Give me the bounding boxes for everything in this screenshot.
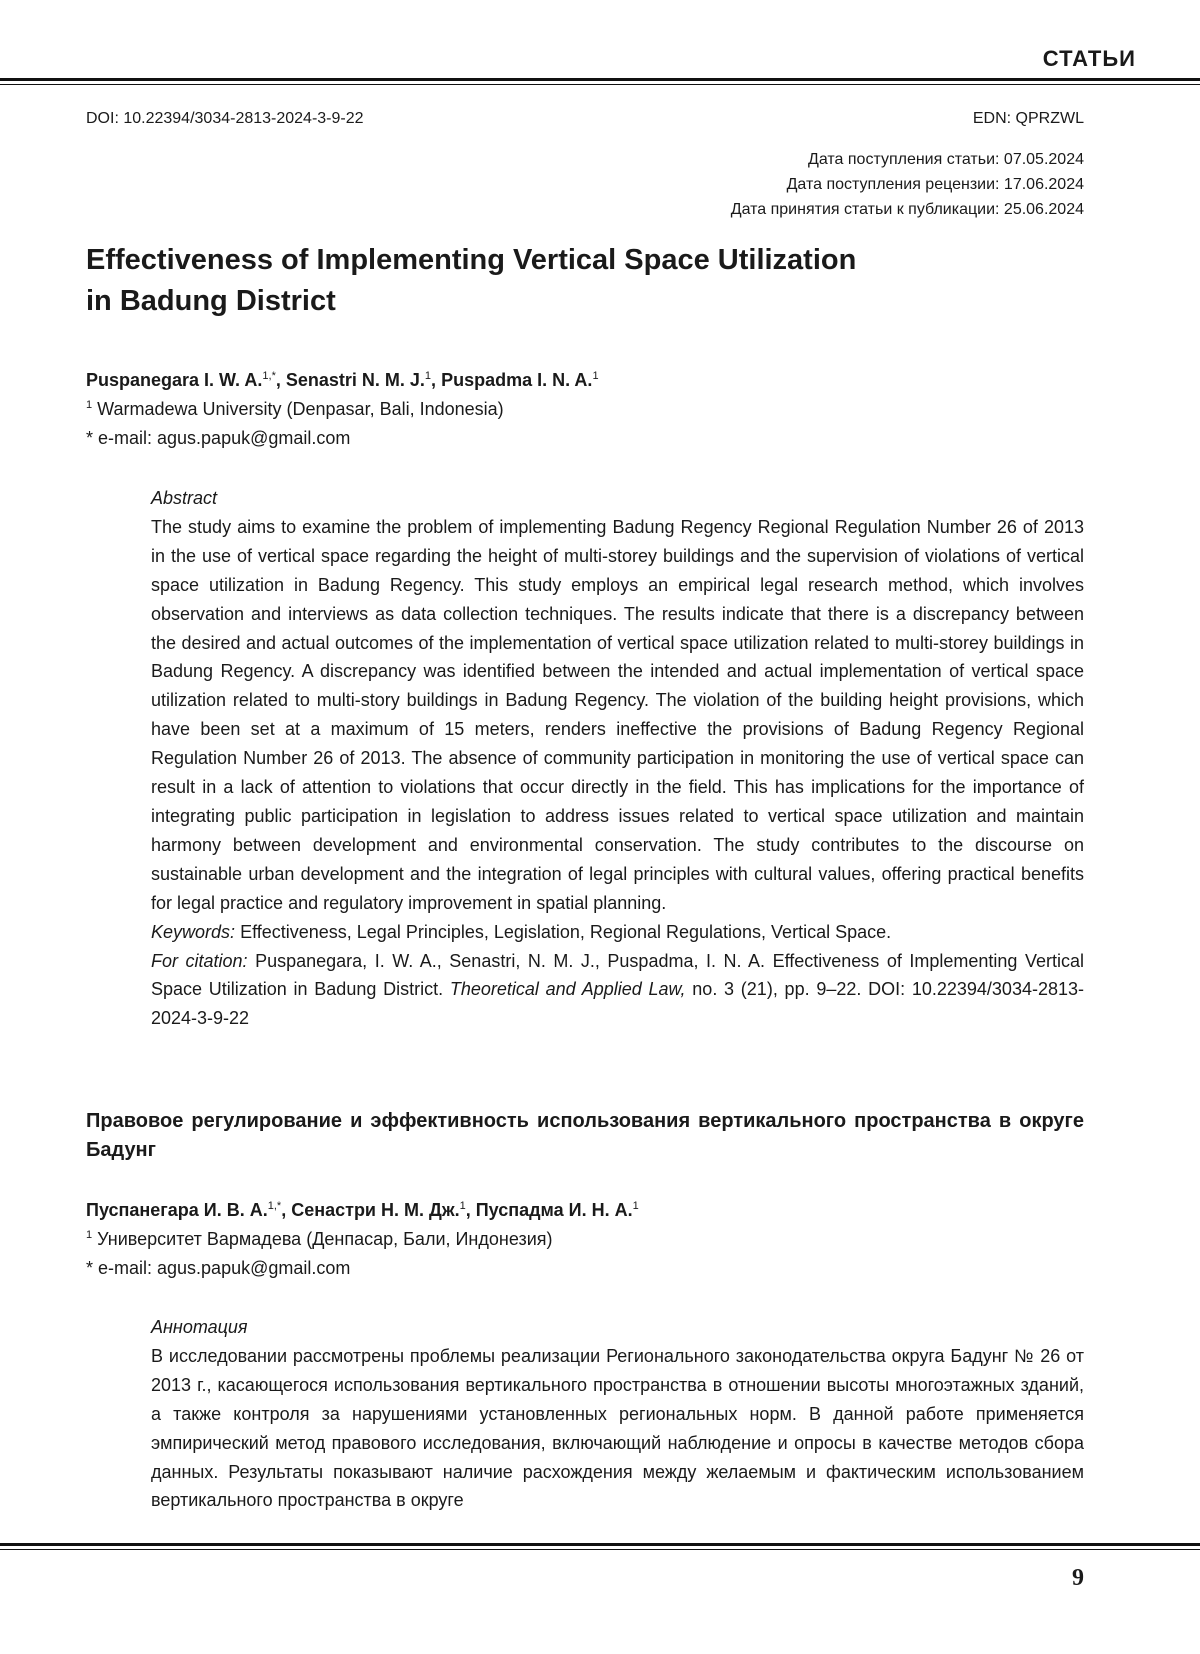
article-title [86, 240, 886, 322]
abstract-heading: Abstract [151, 488, 218, 508]
page-number: 9 [1072, 1565, 1084, 1591]
author-name: Puspanegara I. W. A. [86, 370, 263, 390]
date-received: Дата поступления статьи: 07.05.2024 [808, 151, 1084, 168]
keywords-text: Effectiveness, Legal Principles, Legislation, Regional Regulations, Vertical Space. [240, 921, 892, 942]
date-accepted: Дата принятия статьи к публикации: 25.06.2024 [730, 201, 1084, 218]
citation-tail: no. 3 (21), pp. 9–22. DOI: 10.22394/3034-2813-2024-3-9-22 [151, 979, 1084, 1029]
author-name: Senastri N. M. J. [285, 370, 425, 390]
author-sup: 1 [424, 370, 432, 382]
affiliation-sup: 1 [86, 399, 93, 411]
author-name: Сенастри Н. М. Дж. [291, 1200, 460, 1220]
affiliation-sup: 1 [86, 1229, 93, 1241]
doi-line: DOI: 10.22394/3034-2813-2024-3-9-22 [86, 110, 364, 127]
article-title-line2: in Badung District [86, 285, 336, 317]
author-sup: 1 [632, 1200, 639, 1212]
citation-journal: Theoretical and Applied Law, [449, 979, 686, 1000]
authors-en: Puspanegara I. W. A.$^{1,*}$, Senastri N. M. J.$^1$, Puspadma I. N. A.$^1$ [86, 370, 599, 390]
affiliation-text: Университет Вармадева (Денпасар, Бали, Индонезия) [97, 1229, 553, 1249]
affiliation-ru [86, 1229, 553, 1250]
edn-line: EDN: QPRZWL [972, 110, 1084, 127]
email-ru: * e-mail: agus.papuk@gmail.com [86, 1258, 351, 1278]
date-review: Дата поступления рецензии: 17.06.2024 [786, 176, 1084, 193]
author-name: Puspadma I. N. A. [441, 370, 593, 390]
footer-rule-thin [0, 1549, 1200, 1550]
authors-ru: Пуспанегара И. В. А.$^{1,*}$, Сенастри Н. М. Дж.$^1$, Пуспадма И. Н. А.$^1$ [86, 1200, 639, 1220]
citation [151, 947, 1084, 1034]
author-name: Пуспадма И. Н. А. [475, 1200, 633, 1220]
abstract-heading: Аннотация [151, 1317, 248, 1337]
abstract-text: В исследовании рассмотрены проблемы реализации Регионального законодательства округа Бадунг № 26 от 2013 г., касающегося использования вертикального пространства в отношении высоты многоэтажных зданий, а также контроля за нарушениями установленных региональных норм. В данной работе применяется эмпирический метод правового исследования, включающий наблюдение и опросы в качестве методов сбора данных. Результаты показывают наличие расхождения между желаемым и фактическим использованием вертикального пространства в округе [151, 1345, 1084, 1511]
footer-rule [0, 1543, 1200, 1546]
citation-text: Puspanegara, I. W. A., Senastri, N. M. J., Puspadma, I. N. A. Effectiveness of Implementing Vertical Space Utilization in Badung District. [151, 950, 1084, 1000]
section-label: СТАТЬИ [1042, 46, 1136, 71]
abstract-ru [151, 1313, 1084, 1515]
keywords-label: Keywords: [151, 921, 236, 942]
affiliation-en [86, 399, 504, 420]
author-sup: 1 [592, 370, 599, 382]
author-sup: 1,* [262, 370, 276, 382]
header-rule-thin [0, 84, 1200, 85]
author-name: Пуспанегара И. В. А. [86, 1200, 268, 1220]
author-sup: 1 [459, 1200, 466, 1212]
ru-title: Правовое регулирование и эффективность использования вертикального пространства в округе Бадунг [86, 1110, 1084, 1161]
article-title-line1: Effectiveness of Implementing Vertical Space Utilization [86, 244, 857, 276]
citation-label: For citation: [151, 950, 248, 971]
abstract-en [151, 484, 1084, 1033]
keywords [151, 918, 1084, 947]
email-en: * e-mail: agus.papuk@gmail.com [86, 428, 351, 448]
article-dates [731, 147, 1084, 222]
affiliation-text: Warmadewa University (Denpasar, Bali, Indonesia) [97, 399, 504, 419]
author-sup: 1,* [267, 1200, 282, 1212]
abstract-text: The study aims to examine the problem of implementing Badung Regency Regional Regulation Number 26 of 2013 in the use of vertical space regarding the height of multi-storey buildings and the supervision of violations of vertical space utilization in Badung Regency. This study employs an empirical legal research method, which involves observation and interviews as data collection techniques. The results indicate that there is a discrepancy between the desired and actual outcomes of the implementation of vertical space utilization related to multi-storey buildings in Badung Regency. A discrepancy was identified between the intended and actual implementation of vertical space utilization related to multi-story buildings in Badung Regency. The violation of the building height provisions, which have been set at a maximum of 15 meters, renders ineffective the provisions of Badung Regency Regional Regulation Number 26 of 2013. The absence of community participation in monitoring the use of vertical space can result in a lack of attention to violations that occur directly in the field. This has implications for the importance of integrating public participation in legislation to address issues related to vertical space utilization and maintain harmony between development and environmental conservation. The study contributes to the discourse on sustainable urban development and the integration of legal principles with cultural values, offering practical benefits for legal practice and regulatory improvement in spatial planning. [151, 516, 1084, 913]
header-rule [0, 78, 1200, 81]
